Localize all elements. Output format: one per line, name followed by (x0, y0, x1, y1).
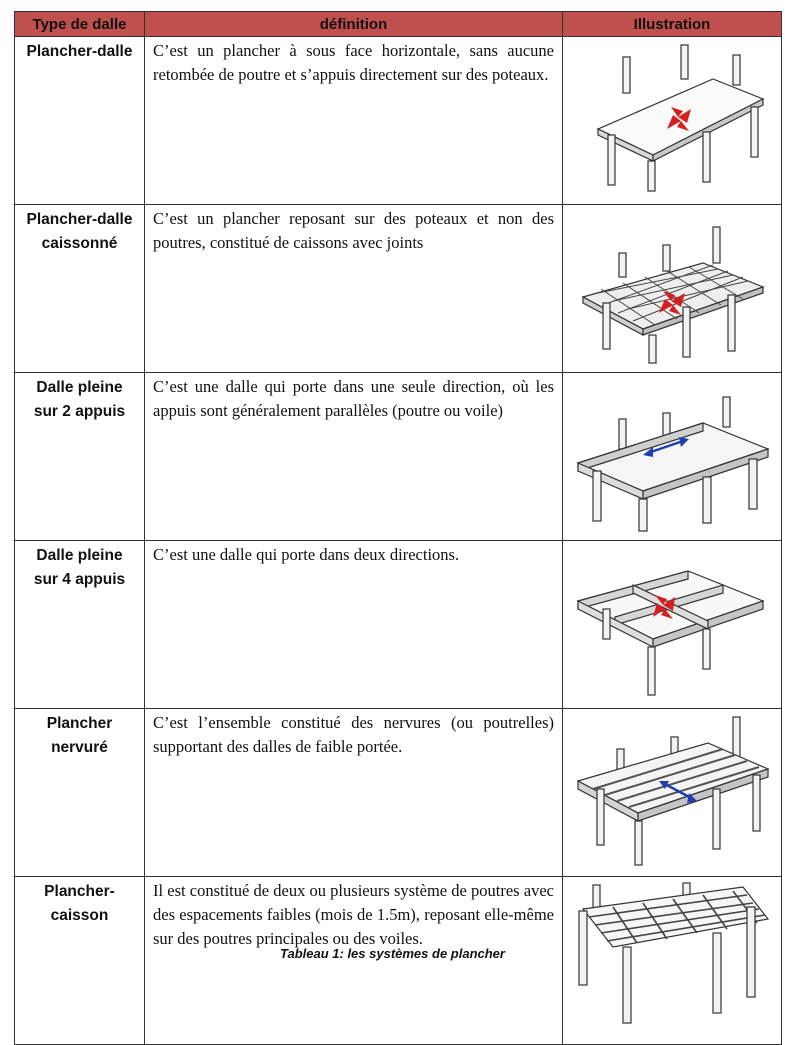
coffered-slab-illustration (563, 205, 781, 369)
type-cell: Plancher-caisson (15, 877, 145, 1045)
definition-cell: C’est un plancher à sous face horizontale, sans aucune retombée de poutre et s’appuis directement sur des poteaux. (145, 37, 563, 205)
floor-systems-table (14, 11, 782, 1045)
definition-cell: Il est constitué de deux ou plusieurs système de poutres avec des espacements faibles (mois de 1.5m), reposant elle-même sur des poutres principales ou des voiles. (145, 877, 563, 1045)
two-way-slab-illustration (563, 541, 781, 705)
illustration-cell (563, 541, 782, 709)
floor-systems-table-container (14, 11, 781, 1045)
one-way-slab-illustration (563, 373, 781, 537)
table-caption: Tableau 1: les systèmes de plancher (280, 946, 505, 961)
illustration-cell (563, 205, 782, 373)
illustration-cell (563, 37, 782, 205)
header-definition: définition (145, 12, 563, 37)
definition-cell: C’est l’ensemble constitué des nervures (ou poutrelles) supportant des dalles de faible portée. (145, 709, 563, 877)
table-row (15, 37, 782, 205)
type-cell: Plancher-dalle caissonné (15, 205, 145, 373)
type-cell: Dalle pleine sur 2 appuis (15, 373, 145, 541)
table-row (15, 373, 782, 541)
table-row (15, 205, 782, 373)
definition-cell: C’est une dalle qui porte dans deux directions. (145, 541, 563, 709)
illustration-cell (563, 709, 782, 877)
slab-on-columns-illustration (563, 37, 781, 201)
definition-cell: C’est un plancher reposant sur des poteaux et non des poutres, constitué de caissons avec joints (145, 205, 563, 373)
table-row (15, 541, 782, 709)
table-row (15, 709, 782, 877)
type-cell: Plancher-dalle (15, 37, 145, 205)
header-illustration: Illustration (563, 12, 782, 37)
type-cell: Dalle pleine sur 4 appuis (15, 541, 145, 709)
definition-cell: C’est une dalle qui porte dans une seule direction, où les appuis sont généralement parallèles (poutre ou voile) (145, 373, 563, 541)
header-type: Type de dalle (15, 12, 145, 37)
table-header-row (15, 12, 782, 37)
type-cell: Plancher nervuré (15, 709, 145, 877)
ribbed-floor-illustration (563, 709, 781, 873)
illustration-cell (563, 373, 782, 541)
